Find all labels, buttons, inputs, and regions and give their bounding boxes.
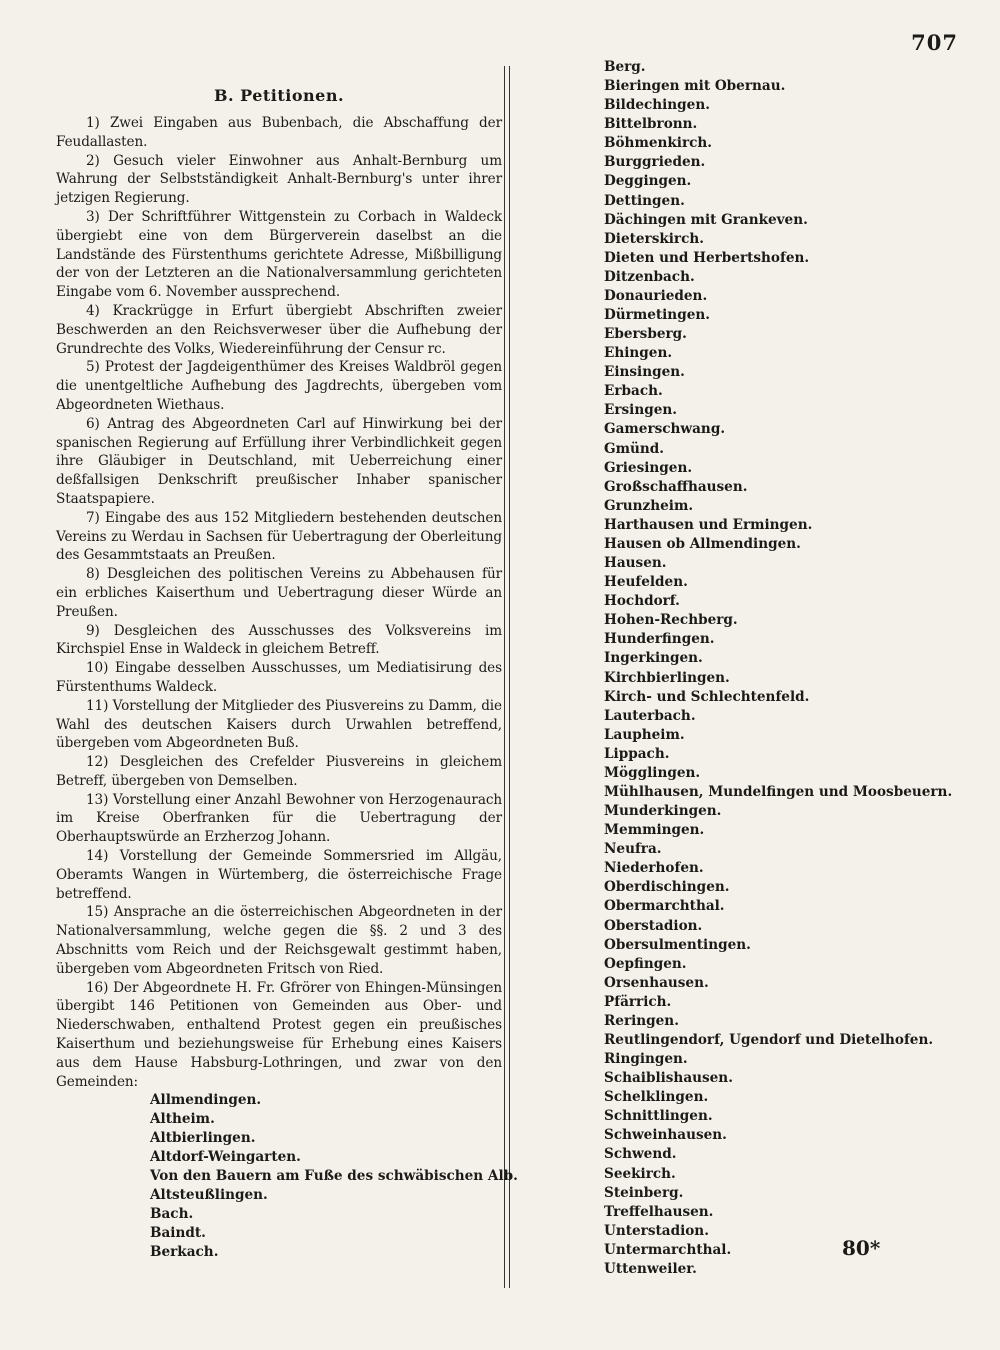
petition-item: 3) Der Schriftführer Wittgenstein zu Corbach in Waldeck übergiebt eine von dem Bürgerverein daselbst an die Landstände des Fürstenthums gerichtete Adresse, Mißbilligung der von der Letzteren an die Nationalversammlung gerichteten Eingabe vom 6. November aussprechend. xyxy=(56,208,502,301)
municipality-item: Uttenweiler. xyxy=(604,1260,697,1277)
municipality-item: Lauterbach. xyxy=(604,707,696,724)
municipality-item: Dieten und Herbertshofen. xyxy=(604,249,810,266)
petition-item: 7) Eingabe des aus 152 Mitgliedern bestehenden deutschen Vereins zu Werdau in Sachsen für Uebertragung der Oberleitung des Gesammtstaats an Preußen. xyxy=(56,509,502,564)
municipality-item: Bildechingen. xyxy=(604,97,710,114)
municipality-item: Ringingen. xyxy=(604,1051,688,1068)
municipality-item: Oepfingen. xyxy=(604,955,687,972)
municipality-item: Unterstadion. xyxy=(604,1222,709,1239)
municipality-item: Mögglingen. xyxy=(604,764,701,781)
petition-item: 9) Desgleichen des Ausschusses des Volksvereins im Kirchspiel Ense in Waldeck in gleichem Betreff. xyxy=(56,622,502,658)
municipality-item: Einsingen. xyxy=(604,364,685,381)
municipality-item: Dürmetingen. xyxy=(604,307,710,324)
municipality-item: Obermarchthal. xyxy=(604,898,725,915)
municipality-item: Schweinhausen. xyxy=(604,1127,727,1144)
municipality-item: Bieringen mit Obernau. xyxy=(604,78,786,95)
municipality-item: Steinberg. xyxy=(604,1184,684,1201)
municipality-item: Hausen ob Allmendingen. xyxy=(604,535,801,552)
municipality-item: Lippach. xyxy=(604,745,670,762)
municipality-item: Dettingen. xyxy=(604,192,685,209)
petition-item: 14) Vorstellung der Gemeinde Sommersried im Allgäu, Oberamts Wangen in Würtemberg, die österreichische Frage betreffend. xyxy=(56,848,502,902)
municipality-item: Dieterskirch. xyxy=(604,230,704,247)
petition-item: 5) Protest der Jagdeigenthümer des Kreises Waldbröl gegen die unentgeltliche Aufhebung des Jagdrechts, übergeben vom Abgeordneten Wiethaus. xyxy=(56,359,502,413)
municipality-item: Berkach. xyxy=(150,1243,219,1260)
municipality-item: Harthausen und Ermingen. xyxy=(604,516,813,533)
municipality-item: Oberdischingen. xyxy=(604,879,730,896)
municipality-item: Memmingen. xyxy=(604,822,705,839)
municipality-item: Ditzenbach. xyxy=(604,268,695,285)
municipality-item: Orsenhausen. xyxy=(604,974,709,991)
municipality-item: Heufelden. xyxy=(604,574,688,591)
municipality-item: Mühlhausen, Mundelfingen und Moosbeuern. xyxy=(604,783,953,800)
municipality-item: Allmendingen. xyxy=(150,1092,262,1109)
municipality-item: Niederhofen. xyxy=(604,860,704,877)
municipality-item: Oberstadion. xyxy=(604,917,703,934)
municipality-item: Baindt. xyxy=(150,1224,206,1241)
municipality-item: Berg. xyxy=(604,59,646,75)
municipality-item: Gamerschwang. xyxy=(604,421,726,438)
municipality-item: Altbierlingen. xyxy=(150,1130,256,1147)
municipality-item: Burggrieden. xyxy=(604,154,706,171)
municipality-item: Bittelbronn. xyxy=(604,116,698,133)
municipality-item: Kirch- und Schlechtenfeld. xyxy=(604,688,810,705)
municipality-item: Hausen. xyxy=(604,555,667,572)
petition-item: 12) Desgleichen des Crefelder Piusvereins in gleichem Betreff, übergeben von Demselben. xyxy=(56,754,502,789)
page-number: 707 xyxy=(911,30,958,55)
petition-item: 4) Krackrügge in Erfurt übergiebt Abschriften zweier Beschwerden an den Reichsverweser über die Aufhebung der Grundrechte des Volks, Wiedereinführung der Censur rc. xyxy=(56,302,502,357)
municipality-item: Seekirch. xyxy=(604,1165,676,1182)
municipality-item: Altsteußlingen. xyxy=(150,1186,268,1203)
petition-item: 6) Antrag des Abgeordneten Carl auf Hinwirkung bei der spanischen Regierung auf Erfüllung ihrer Verbindlichkeit gegen ihre Gläubiger in Deutschland, mit Ueberreichung einer deßfallsigen Denkschrift preußischer Inhaber spanischer Staatspapiere. xyxy=(56,415,502,507)
column-divider xyxy=(504,66,510,1288)
municipality-item: Böhmenkirch. xyxy=(604,135,712,152)
petition-item: 11) Vorstellung der Mitglieder des Piusvereins zu Damm, die Wahl des deutschen Kaisers durch Urwahlen betreffend, übergeben vom Abgeordneten Buß. xyxy=(56,697,502,752)
municipality-item: Schaiblishausen. xyxy=(604,1070,733,1087)
municipality-item: Neufra. xyxy=(604,841,662,858)
municipality-item: Dächingen mit Grankeven. xyxy=(604,211,808,228)
municipality-item: Reutlingendorf, Ugendorf und Dietelhofen. xyxy=(604,1031,934,1048)
municipality-item: Deggingen. xyxy=(604,173,692,190)
municipality-item: Griesingen. xyxy=(604,459,693,476)
petition-item: 16) Der Abgeordnete H. Fr. Gfrörer von Ehingen-Münsingen übergibt 146 Petitionen von Gemeinden aus Ober- und Niederschwaben, enthaltend Protest gegen ein preußisches Kaiserthum und beziehungsweise für Erhebung eines Kaisers aus dem Hause Habsburg-Lothringen, und zwar von den Gemeinden: xyxy=(56,979,502,1090)
petition-item: 2) Gesuch vieler Einwohner aus Anhalt-Bernburg um Wahrung der Selbstständigkeit Anhalt-Bernburg's unter ihrer jetzigen Regierung. xyxy=(56,152,502,207)
petition-item: 8) Desgleichen des politischen Vereins zu Abbehausen für ein erbliches Kaiserthum und Uebertragung dieser Würde an Preußen. xyxy=(56,566,502,620)
municipality-item: Gmünd. xyxy=(604,440,664,457)
municipality-item: Untermarchthal. xyxy=(604,1241,732,1258)
section-heading: B. Petitionen. xyxy=(213,86,345,105)
municipality-item: Schelklingen. xyxy=(604,1089,709,1106)
municipality-item: Bach. xyxy=(150,1205,194,1222)
municipality-item: Altheim. xyxy=(150,1111,215,1128)
municipality-item: Ersingen. xyxy=(604,402,677,419)
municipality-item: Laupheim. xyxy=(604,726,685,743)
municipality-item: Obersulmentingen. xyxy=(604,936,751,953)
left-column xyxy=(56,84,518,1262)
municipality-item: Hochdorf. xyxy=(604,593,680,610)
municipality-item: Reringen. xyxy=(604,1012,679,1029)
petition-item: 15) Ansprache an die österreichischen Abgeordneten in der Nationalversammlung, welche gegen die §§. 2 und 3 des Abschnitts vom Reich und der Reichsgewalt gestimmt haben, übergeben vom Abgeordneten Fritsch von Ried. xyxy=(56,904,502,977)
municipality-item: Schwend. xyxy=(604,1146,677,1163)
municipality-list-left xyxy=(56,1091,518,1261)
signature-mark: 80* xyxy=(842,1236,881,1260)
municipality-item: Schnittlingen. xyxy=(604,1108,713,1125)
petition-item: 10) Eingabe desselben Ausschusses, um Mediatisirung des Fürstenthums Waldeck. xyxy=(56,660,502,695)
municipality-item: Grunzheim. xyxy=(604,497,694,514)
municipality-item: Ebersberg. xyxy=(604,326,687,343)
petition-item: 1) Zwei Eingaben aus Bubenbach, die Abschaffung der Feudallasten. xyxy=(56,115,502,150)
municipality-item: Erbach. xyxy=(604,383,663,400)
municipality-item: Ingerkingen. xyxy=(604,650,703,667)
municipality-list-right xyxy=(604,58,964,1279)
petition-item: 13) Vorstellung einer Anzahl Bewohner von Herzogenaurach im Kreise Oberfranken für die Uebertragung der Oberhauptswürde an Erzherzog Johann. xyxy=(56,791,502,846)
municipality-item: Donaurieden. xyxy=(604,287,708,304)
petition-list xyxy=(56,114,502,1091)
municipality-item: Kirchbierlingen. xyxy=(604,669,730,686)
municipality-item: Ehingen. xyxy=(604,345,673,362)
municipality-item: Hunderfingen. xyxy=(604,631,715,648)
right-column xyxy=(604,58,964,1279)
municipality-item: Altdorf-Weingarten. xyxy=(150,1149,301,1166)
municipality-item: Pfärrich. xyxy=(604,993,672,1010)
municipality-item: Von den Bauern am Fuße des schwäbischen Alb. xyxy=(150,1168,518,1185)
municipality-item: Hohen-Rechberg. xyxy=(604,612,738,629)
municipality-item: Treffelhausen. xyxy=(604,1203,714,1220)
municipality-item: Munderkingen. xyxy=(604,803,722,820)
municipality-item: Großschaffhausen. xyxy=(604,478,748,495)
